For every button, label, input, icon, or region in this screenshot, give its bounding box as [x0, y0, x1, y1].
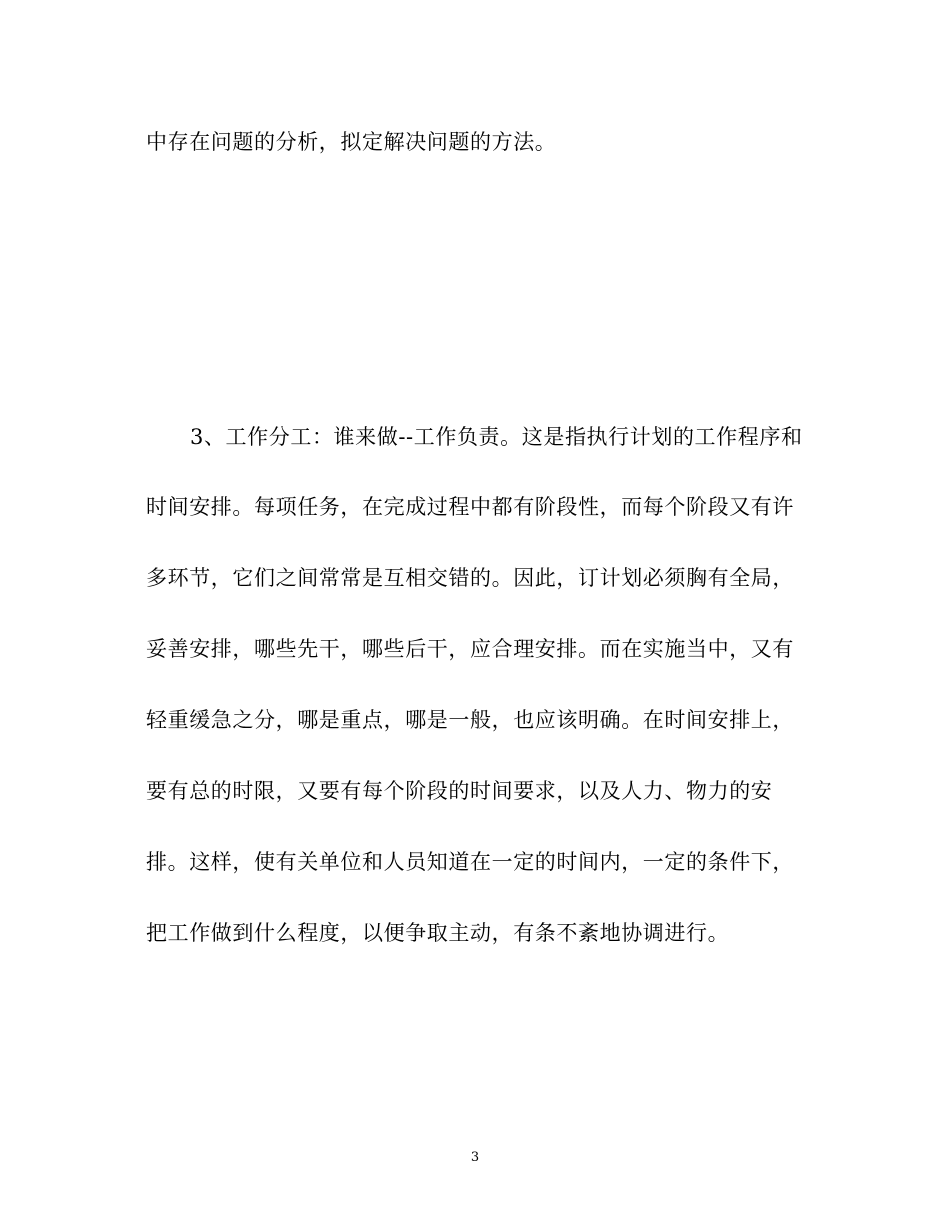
paragraph-2-line-5: 轻重缓急之分，哪是重点，哪是一般，也应该明确。在时间安排上， [146, 708, 794, 732]
paragraph-2-line-1: 3、工作分工：谁来做--工作负责。这是指执行计划的工作程序和 [190, 425, 803, 449]
paragraph-2-line-6: 要有总的时限，又要有每个阶段的时间要求，以及人力、物力的安 [146, 779, 773, 803]
paragraph-1-line-1: 中存在问题的分析，拟定解决问题的方法。 [146, 130, 557, 154]
paragraph-2-line-8: 把工作做到什么程度，以便争取主动，有条不紊地协调进行。 [146, 921, 730, 945]
paragraph-2-line-3: 多环节，它们之间常常是互相交错的。因此，订计划必须胸有全局， [146, 566, 794, 590]
paragraph-2-line-4: 妥善安排，哪些先干，哪些后干，应合理安排。而在实施当中，又有 [146, 637, 794, 661]
paragraph-2-line-7: 排。这样，使有关单位和人员知道在一定的时间内，一定的条件下， [146, 850, 794, 874]
page-number: 3 [470, 1150, 480, 1165]
paragraph-2-line-2: 时间安排。每项任务，在完成过程中都有阶段性，而每个阶段又有许 [146, 495, 794, 519]
